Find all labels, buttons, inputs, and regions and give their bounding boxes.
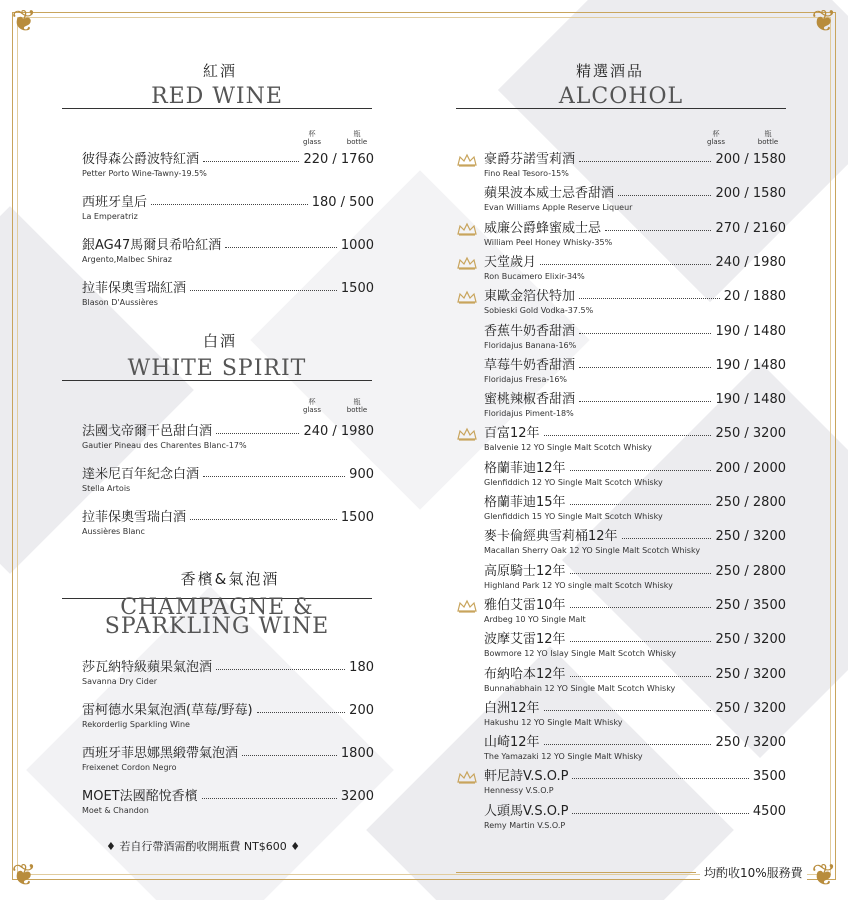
item-name-zh: 山崎12年 — [484, 735, 540, 751]
leader-dots — [570, 504, 712, 505]
item-name-zh: 雅伯艾雷10年 — [484, 597, 566, 613]
item-name-en: Highland Park 12 YO single malt Scotch Whisky — [484, 580, 673, 590]
item-price: 270 / 2160 — [715, 220, 786, 236]
menu-item — [484, 769, 786, 801]
item-price: 4500 — [752, 803, 786, 819]
leader-dots — [622, 538, 712, 539]
alcohol-title-en: ALCOHOL — [558, 84, 684, 109]
item-price: 250 / 2800 — [715, 495, 786, 510]
red-wine-title-en: RED WINE — [151, 84, 283, 109]
item-name-zh: 彼得森公爵波特紅酒 — [82, 152, 200, 167]
item-name-en: Evan Williams Apple Reserve Liqueur — [484, 203, 633, 213]
item-name-en: Floridajus Banana-16% — [484, 340, 577, 350]
leader-dots — [151, 204, 308, 205]
item-name-zh: 東歐金箔伏特加 — [484, 289, 576, 305]
menu-item — [82, 467, 374, 499]
leader-dots — [570, 573, 712, 574]
item-price: 200 / 1580 — [715, 152, 786, 167]
leader-dots — [242, 755, 337, 756]
item-price: 180 — [349, 660, 374, 675]
item-price: 200 / 1580 — [715, 186, 786, 202]
champagne-title-zh: 香檳&氣泡酒 — [180, 570, 280, 588]
menu-item — [484, 564, 786, 596]
leader-dots — [579, 367, 711, 368]
item-name-zh: MOET法國酩悅香檳 — [82, 789, 198, 804]
item-name-zh: 波摩艾雷12年 — [484, 632, 566, 648]
item-name-en: Argento,Malbec Shiraz — [82, 255, 172, 264]
item-name-en: Rekorderlig Sparkling Wine — [82, 720, 190, 729]
item-name-zh: 人頭馬V.S.O.P — [484, 803, 569, 819]
menu-item — [82, 510, 374, 542]
item-price: 250 / 3200 — [715, 529, 786, 545]
leader-dots — [570, 607, 712, 608]
item-name-zh: 豪爵芬諾雪莉酒 — [484, 152, 576, 167]
item-name-en: Freixenet Cordon Negro — [82, 763, 177, 772]
menu-item — [484, 667, 786, 699]
item-name-en: Bunnahabhain 12 YO Single Malt Scotch Whisky — [484, 683, 676, 693]
leader-dots — [544, 710, 712, 711]
leader-dots — [203, 476, 345, 477]
item-name-zh: 軒尼詩V.S.O.P — [484, 769, 569, 785]
menu-item — [484, 804, 786, 836]
item-price: 250 / 3200 — [715, 700, 786, 716]
red-wine-title-zh: 紅酒 — [202, 62, 237, 80]
item-name-zh: 雷柯德水果氣泡酒(草莓/野莓) — [82, 703, 253, 718]
item-name-zh: 西班牙皇后 — [82, 195, 148, 210]
item-price: 20 / 1880 — [723, 289, 786, 305]
item-price: 1000 — [340, 238, 374, 253]
item-name-zh: 麥卡倫經典雪莉桶12年 — [484, 529, 618, 545]
leader-dots — [579, 161, 711, 162]
item-name-zh: 白洲12年 — [484, 700, 540, 716]
item-name-zh: 拉菲保奧雪瑞紅酒 — [82, 281, 187, 296]
item-name-zh: 香蕉牛奶香甜酒 — [484, 323, 576, 339]
leader-dots — [540, 264, 711, 265]
leader-dots — [202, 798, 337, 799]
leader-dots — [544, 435, 712, 436]
leader-dots — [618, 195, 711, 196]
item-name-zh: 草莓牛奶香甜酒 — [484, 357, 576, 373]
alcohol-title-zh: 精選酒品 — [575, 62, 644, 80]
item-name-zh: 布納哈本12年 — [484, 666, 566, 682]
item-name-zh: 達米尼百年紀念白酒 — [82, 467, 200, 482]
item-price: 900 — [349, 467, 374, 482]
item-name-en: Floridajus Piment-18% — [484, 409, 574, 419]
item-price: 3500 — [752, 769, 786, 785]
menu-item — [82, 152, 374, 184]
item-price: 240 / 1980 — [715, 254, 786, 270]
leader-dots — [190, 519, 337, 520]
bottle-column-header: 瓶 bottle — [757, 130, 779, 146]
item-price: 190 / 1480 — [715, 392, 786, 408]
item-price: 1500 — [340, 510, 374, 525]
menu-item — [484, 495, 786, 527]
crown-icon — [456, 153, 478, 167]
leader-dots — [572, 778, 748, 779]
bottle-column-header: 瓶 bottle — [346, 130, 368, 146]
item-name-en: Ron Bucamero Elixir-34% — [484, 271, 585, 281]
footer-line — [456, 872, 696, 873]
corner-ornament-icon: ❦ — [11, 858, 37, 893]
item-name-en: Glenfiddich 15 YO Single Malt Scotch Whisky — [484, 512, 663, 521]
item-name-en: Sobieski Gold Vodka-37.5% — [484, 306, 594, 316]
leader-dots — [216, 669, 345, 670]
glass-column-header: 杯 glass — [707, 130, 725, 146]
item-name-en: Aussières Blanc — [82, 527, 145, 536]
item-name-zh: 格蘭菲迪12年 — [484, 460, 566, 476]
leader-dots — [605, 230, 711, 231]
item-price: 180 / 500 — [311, 195, 374, 210]
item-name-en: Moet & Chandon — [82, 806, 149, 815]
item-name-zh: 西班牙菲思娜黑緞帶氣泡酒 — [82, 746, 239, 761]
item-name-en: Hennessy V.S.O.P — [484, 786, 554, 796]
item-name-en: Gautier Pineau des Charentes Blanc-17% — [82, 441, 247, 450]
leader-dots — [570, 641, 712, 642]
menu-item — [82, 746, 374, 778]
menu-item — [484, 461, 786, 493]
menu-item — [484, 289, 786, 321]
item-price: 1800 — [340, 746, 374, 761]
item-name-en: Fino Real Tesoro-15% — [484, 169, 569, 178]
menu-item — [484, 529, 786, 561]
item-name-zh: 銀AG47馬爾貝希哈紅酒 — [82, 238, 222, 253]
bottle-column-header: 瓶 bottle — [346, 398, 368, 414]
item-name-zh: 法國戈帝爾干邑甜白酒 — [82, 424, 213, 439]
leader-dots — [579, 401, 711, 402]
crown-icon — [456, 256, 478, 270]
item-name-zh: 百富12年 — [484, 426, 540, 442]
item-name-zh: 天堂歲月 — [484, 254, 537, 270]
menu-item — [82, 789, 374, 821]
leader-dots — [190, 290, 337, 291]
crown-icon — [456, 770, 478, 784]
item-name-en: The Yamazaki 12 YO Single Malt Whisky — [484, 752, 643, 762]
item-name-zh: 格蘭菲迪15年 — [484, 495, 566, 510]
item-name-zh: 蜜桃辣椒香甜酒 — [484, 392, 576, 408]
leader-dots — [579, 298, 720, 299]
item-name-zh: 威廉公爵蜂蜜威士忌 — [484, 220, 602, 236]
menu-item — [484, 324, 786, 356]
crown-icon — [456, 599, 478, 613]
item-price: 250 / 3200 — [715, 426, 786, 442]
item-name-zh: 莎瓦納特級蘋果氣泡酒 — [82, 660, 213, 675]
menu-item — [484, 186, 786, 218]
leader-dots — [570, 470, 712, 471]
corner-ornament-icon: ❦ — [811, 858, 837, 893]
menu-item — [484, 358, 786, 390]
glass-column-header: 杯 glass — [303, 130, 321, 146]
menu-item — [484, 701, 786, 733]
item-name-en: Stella Artois — [82, 484, 131, 493]
leader-dots — [257, 712, 346, 713]
crown-icon — [456, 427, 478, 441]
menu-item — [484, 392, 786, 424]
item-price: 250 / 3200 — [715, 632, 786, 648]
menu-item — [82, 660, 374, 692]
item-name-en: Bowmore 12 YO Islay Single Malt Scotch Whisky — [484, 649, 676, 659]
menu-item — [484, 598, 786, 630]
menu-item — [484, 735, 786, 767]
leader-dots — [572, 813, 748, 814]
item-price: 3200 — [340, 789, 374, 804]
leader-dots — [544, 744, 712, 745]
item-name-en: Savanna Dry Cider — [82, 677, 158, 686]
crown-icon — [456, 290, 478, 304]
item-price: 250 / 3500 — [715, 597, 786, 613]
item-name-en: Glenfiddich 12 YO Single Malt Scotch Whisky — [484, 477, 663, 487]
menu-item — [484, 426, 786, 458]
item-name-en: William Peel Honey Whisky-35% — [484, 237, 613, 247]
menu-item — [484, 255, 786, 287]
white-wine-title-en: WHITE SPIRIT — [127, 356, 307, 381]
leader-dots — [203, 161, 299, 162]
leader-dots — [216, 433, 299, 434]
corkage-note: ♦ 若自行帶酒需酌收開瓶費 NT$600 ♦ — [106, 840, 301, 853]
item-name-en: Balvenie 12 YO Single Malt Scotch Whisky — [484, 443, 652, 453]
menu-item — [484, 152, 786, 184]
corner-ornament-icon: ❦ — [11, 4, 37, 39]
item-name-en: Floridajus Fresa-16% — [484, 374, 568, 384]
menu-item — [82, 195, 374, 227]
menu-item — [82, 703, 374, 735]
item-price: 190 / 1480 — [715, 357, 786, 373]
item-name-zh: 拉菲保奧雪瑞白酒 — [82, 510, 187, 525]
service-charge-note: 均酌收10%服務費 — [700, 864, 807, 881]
menu-item — [82, 424, 374, 456]
item-price: 200 / 2000 — [715, 460, 786, 476]
item-price: 190 / 1480 — [715, 323, 786, 339]
menu-item — [484, 221, 786, 253]
item-price: 250 / 2800 — [715, 563, 786, 579]
menu-item — [484, 632, 786, 664]
crown-icon — [456, 222, 478, 236]
item-name-en: Petter Porto Wine-Tawny-19.5% — [82, 169, 207, 178]
corner-ornament-icon: ❦ — [811, 4, 837, 39]
item-price: 1500 — [340, 281, 374, 296]
glass-column-header: 杯 glass — [303, 398, 321, 414]
item-name-zh: 高原騎士12年 — [484, 563, 566, 579]
menu-item — [82, 238, 374, 270]
menu-item — [82, 281, 374, 313]
leader-dots — [570, 676, 712, 677]
item-name-en: Blason D'Aussières — [82, 298, 158, 307]
item-name-en: Remy Martin V.S.O.P — [484, 820, 566, 830]
item-price: 200 — [349, 703, 374, 718]
item-name-en: Hakushu 12 YO Single Malt Whisky — [484, 717, 623, 727]
item-price: 250 / 3200 — [715, 735, 786, 751]
item-price: 240 / 1980 — [303, 424, 374, 439]
leader-dots — [225, 247, 337, 248]
item-name-zh: 蘋果波本威士忌香甜酒 — [484, 186, 615, 202]
item-name-en: Ardbeg 10 YO Single Malt — [484, 614, 586, 624]
item-name-en: La Emperatriz — [82, 212, 138, 221]
leader-dots — [579, 333, 711, 334]
item-price: 250 / 3200 — [715, 666, 786, 682]
item-price: 220 / 1760 — [303, 152, 374, 167]
item-name-en: Macallan Sherry Oak 12 YO Single Malt Scotch Whisky — [484, 546, 701, 556]
white-wine-title-zh: 白酒 — [202, 332, 237, 350]
champagne-title-en: CHAMPAGNE & SPARKLING WINE — [104, 595, 330, 639]
